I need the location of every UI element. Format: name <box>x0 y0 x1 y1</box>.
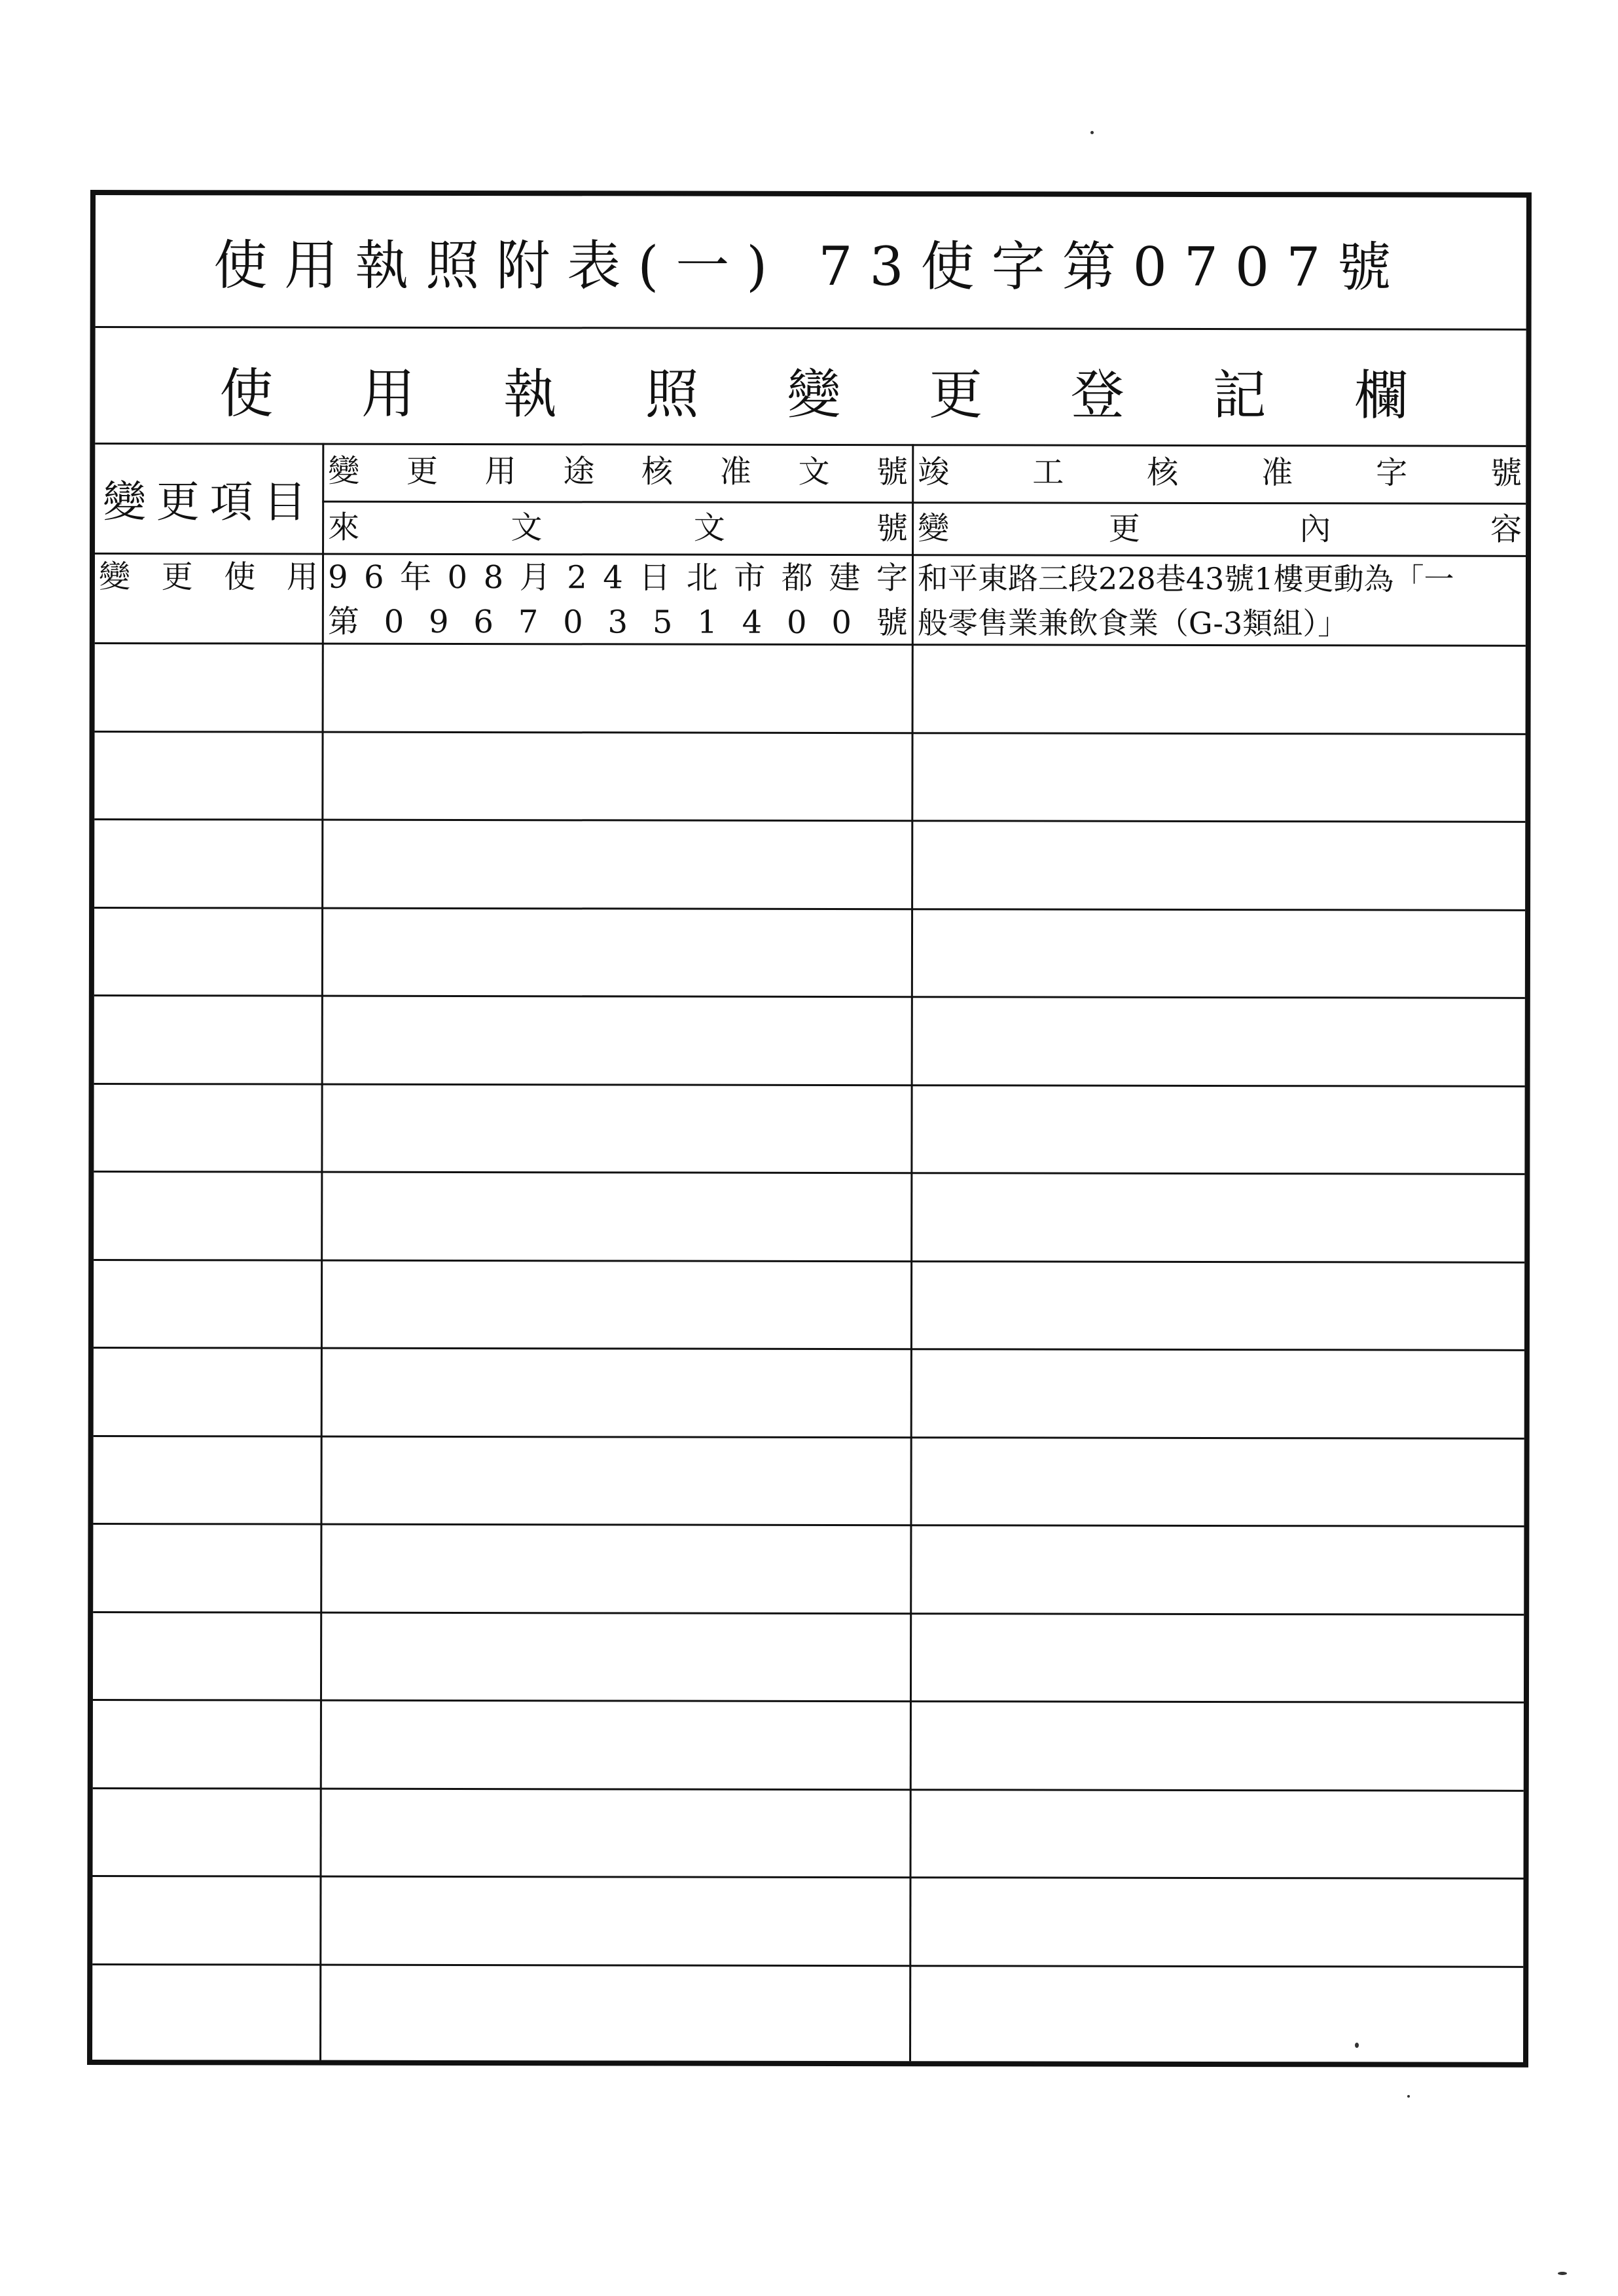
doc-line2-char: 3 <box>607 604 628 641</box>
doc-line2-char: 4 <box>742 604 763 641</box>
doc-line1-char: 都 <box>781 559 813 596</box>
completion-no-char: 字 <box>1376 454 1408 492</box>
doc-line1-char: 北 <box>686 559 718 596</box>
entry-doc-line-2 <box>324 600 912 644</box>
item-label-char: 項 <box>209 476 261 527</box>
change-content-char: 容 <box>1490 511 1522 548</box>
entry-doc-cell <box>324 555 912 644</box>
change-content-char: 內 <box>1299 511 1331 548</box>
item-column-header <box>95 443 322 553</box>
doc-line1-char: 月 <box>519 559 551 596</box>
doc-line2-char: 0 <box>384 603 404 640</box>
doc-line1-char: 年 <box>400 558 432 596</box>
entry-content-cell <box>914 556 1526 645</box>
item-label-char: 目 <box>263 476 315 528</box>
completion-number-header <box>914 444 1526 503</box>
doc-line1-char: 0 <box>447 558 468 596</box>
entry-item-char: 變 <box>98 558 131 596</box>
change-content-label <box>914 503 1526 555</box>
usage-license-form <box>87 190 1532 2068</box>
completion-no-char: 核 <box>1147 454 1179 491</box>
approval-number-label <box>324 443 912 501</box>
table-row-line <box>94 1347 1524 1351</box>
change-content-char: 更 <box>1108 510 1140 547</box>
item-label-char: 更 <box>156 476 207 527</box>
title-row <box>96 195 1526 331</box>
doc-line2-char: 號 <box>876 604 908 642</box>
table-row-line <box>94 1083 1525 1087</box>
incoming-no-char: 文 <box>693 509 725 547</box>
approval-no-char: 途 <box>563 453 595 490</box>
subtitle-char: 使 <box>219 363 274 426</box>
approval-no-char: 用 <box>484 453 516 490</box>
completion-no-char: 工 <box>1032 454 1064 491</box>
incoming-number-label <box>324 503 912 555</box>
table-row-line <box>94 907 1525 911</box>
doc-line1-char: 9 <box>327 558 348 596</box>
doc-line2-char: 第 <box>327 603 359 640</box>
table-row-line <box>94 994 1525 999</box>
subtitle-char: 登 <box>1070 364 1124 427</box>
table-row-line <box>93 1787 1524 1792</box>
scan-speck <box>1355 2043 1359 2048</box>
incoming-no-char: 來 <box>328 509 360 546</box>
entry-item <box>95 555 322 600</box>
doc-line2-char: 1 <box>697 604 717 641</box>
item-label-char: 變 <box>103 476 154 527</box>
entry-item-cell <box>95 555 322 643</box>
table-row-line <box>94 1435 1524 1440</box>
subtitle-char: 記 <box>1212 364 1267 428</box>
change-content-header <box>914 503 1526 555</box>
scan-speck <box>1090 131 1094 134</box>
incoming-no-char: 文 <box>511 509 543 547</box>
table-row-line <box>95 731 1526 735</box>
entry-content-line-2: 般零售業兼飲食業（G-3類組）」 <box>917 605 1348 642</box>
table-row-line <box>94 1171 1524 1175</box>
change-content-char: 變 <box>918 510 950 547</box>
subtitle-row <box>95 326 1526 447</box>
subtitle-char: 更 <box>929 364 983 427</box>
completion-number-label <box>914 444 1526 501</box>
doc-line2-char: 7 <box>518 604 539 641</box>
table-row-line <box>93 1523 1524 1527</box>
approval-no-char: 准 <box>719 453 751 490</box>
doc-line1-char: 4 <box>603 559 623 596</box>
doc-line1-char: 日 <box>639 559 671 596</box>
subtitle-char: 用 <box>361 363 416 426</box>
subtitle-char: 變 <box>787 363 841 427</box>
table-row-line <box>94 1259 1524 1264</box>
doc-line1-char: 8 <box>483 559 504 596</box>
incoming-no-char: 號 <box>876 510 908 547</box>
subtitle-char: 欄 <box>1354 365 1409 428</box>
subtitle-char: 照 <box>645 363 699 426</box>
approval-no-char: 變 <box>328 452 360 490</box>
table-row-line <box>93 1611 1524 1616</box>
approval-no-char: 文 <box>798 453 830 490</box>
incoming-number-header <box>324 503 912 555</box>
item-label <box>95 467 322 530</box>
doc-line1-char: 2 <box>567 559 587 596</box>
table-row-line <box>92 1963 1523 1968</box>
doc-line1-char: 市 <box>734 559 766 596</box>
completion-no-char: 號 <box>1490 454 1522 492</box>
doc-line2-char: 9 <box>429 603 449 640</box>
entry-item-char: 使 <box>224 558 256 596</box>
completion-no-char: 竣 <box>918 454 950 491</box>
section-title <box>219 351 1408 429</box>
page-title: 使用執照附表(一) 73使字第0707號 <box>213 234 1409 299</box>
doc-line2-char: 0 <box>787 604 807 641</box>
completion-no-char: 准 <box>1261 454 1293 492</box>
doc-line1-char: 6 <box>363 558 384 596</box>
scan-speck <box>1558 2272 1567 2275</box>
scan-speck <box>1407 2095 1410 2098</box>
doc-line1-char: 字 <box>876 560 908 597</box>
entry-item-char: 用 <box>286 558 319 596</box>
doc-line1-char: 建 <box>829 559 861 597</box>
entry-doc-line-1 <box>324 555 912 601</box>
doc-line2-char: 6 <box>473 604 494 641</box>
table-row-line <box>93 1699 1524 1704</box>
subtitle-char: 執 <box>503 363 558 426</box>
entry-item-char: 更 <box>161 558 193 596</box>
approval-no-char: 核 <box>641 453 674 490</box>
doc-line2-char: 0 <box>831 604 852 642</box>
doc-line2-char: 0 <box>563 604 583 641</box>
table-row-line <box>94 818 1525 823</box>
approval-no-char: 更 <box>406 452 439 490</box>
column-divider-1 <box>319 443 324 2060</box>
doc-line2-char: 5 <box>652 604 673 641</box>
column-divider-2 <box>909 444 914 2061</box>
approval-no-char: 號 <box>876 454 908 491</box>
approval-number-header <box>324 443 912 502</box>
table-row-line <box>93 1875 1524 1880</box>
entry-content-line-1: 和平東路三段228巷43號1樓更動為「一 <box>917 560 1454 597</box>
